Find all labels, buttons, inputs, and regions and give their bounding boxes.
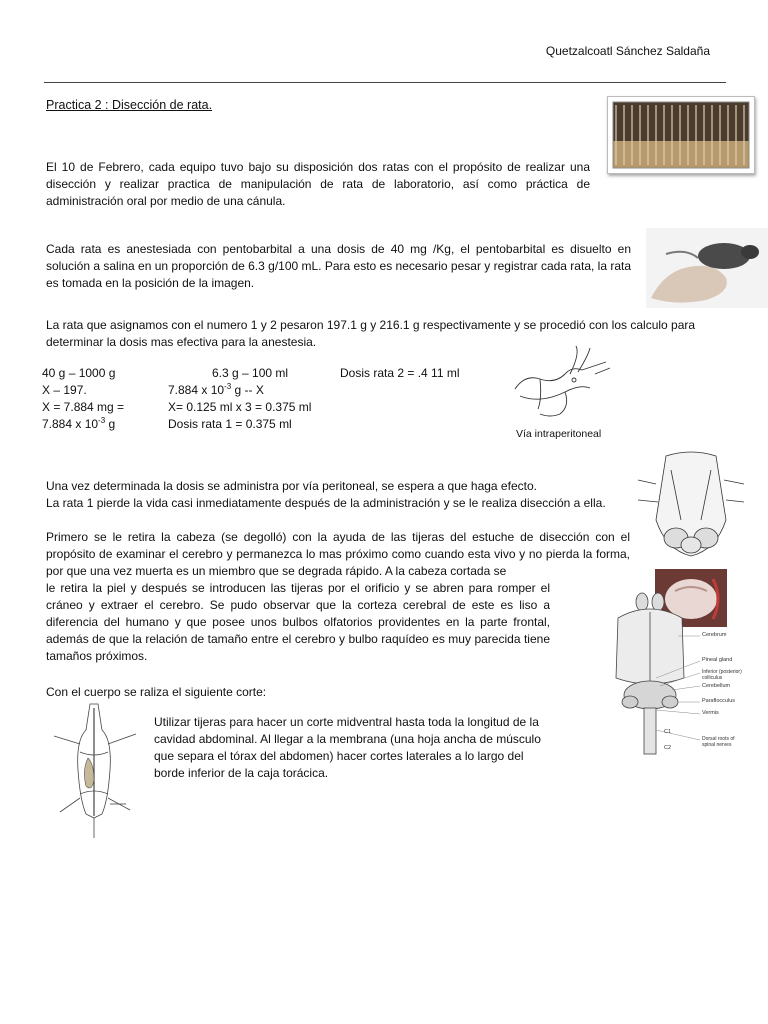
brain-label: Dorsal roots of spinal nerves — [702, 736, 735, 748]
intraperitoneal-sketch — [510, 344, 620, 424]
brain-label: Cerebellum — [702, 683, 731, 689]
calc-column-2 — [168, 365, 311, 433]
cage-photo — [607, 96, 755, 174]
calc-line: Dosis rata 2 = .4 11 ml — [340, 366, 460, 380]
calc-line: 7.884 x $10^{-3}$ g — [42, 416, 116, 431]
header-rule — [44, 82, 726, 83]
rat-handling-photo — [646, 228, 768, 308]
intraperitoneal-caption: Vía intraperitoneal — [516, 428, 602, 440]
calc-line: 40 g – 1000 g — [42, 366, 116, 380]
paragraph-cut-intro: Con el cuerpo se raliza el siguiente corte: — [46, 685, 267, 699]
calc-column-1 — [42, 365, 124, 433]
calc-line: X – 197. — [42, 383, 87, 397]
calc-line: X = 7.884 mg = — [42, 400, 125, 414]
paragraph-weights: La rata que asignamos con el numero 1 y 2 pesaron 197.1 g y 216.1 g respectivamente y se procedió con los calculo para determinar la dosis mas efectiva para la anestesia. — [46, 318, 696, 349]
paragraph-anesthesia: Cada rata es anestesiada con pentobarbital a una dosis de 40 mg /Kg, el pentobarbital es disuelto en solución a salina en un proporción de 6.3 g/100 mL. Para esto es necesario pesar y registrar cada rata, la rata es tomada en la posición de la imagen. — [46, 242, 632, 290]
brain-label: Pineal gland — [702, 657, 733, 663]
page-title: Practica 2 : Disección de rata. — [46, 98, 213, 112]
brain-label: C2 — [664, 745, 672, 751]
calc-line: 7.884 x $10^{-3}$ g -- X — [168, 382, 264, 397]
calc-line: 6.3 g – 100 ml — [212, 366, 289, 380]
skull-diagram — [636, 450, 746, 566]
author-name: Quetzalcoatl Sánchez Saldaña — [545, 44, 710, 58]
paragraph-intro: El 10 de Febrero, cada equipo tuvo bajo su disposición dos ratas con el propósito de realizar una disección y realizar practica de manipulación de rata de laboratorio, así como práctica de administración oral por medio de una cánula. — [46, 160, 590, 208]
brain-label: Cerebrum — [702, 632, 727, 638]
brain-label: C1 — [664, 729, 672, 735]
calc-column-3 — [340, 365, 460, 382]
brain-label: Vermis — [702, 710, 719, 716]
rat-dissection-sketch — [50, 700, 150, 840]
paragraph-cut-instructions: Utilizar tijeras para hacer un corte midventral hasta toda la longitud de la cavidad abdominal. Al llegar a la membrana (una hoja ancha de músculo que separa el tórax del abdomen) hacer cortes laterales a lo largo del borde inferior de la caja torácica. — [154, 715, 541, 780]
paragraph-rat1: La rata 1 pierde la vida casi inmediatamente después de la administración y se le realiza disección a ella. — [46, 496, 606, 510]
brain-label: Paraflocculus — [702, 698, 736, 704]
brain-label: Inferior (posterior) colliculus — [702, 669, 742, 681]
paragraph-dose-admin: Una vez determinada la dosis se administra por vía peritoneal, se espera a que haga efecto. — [46, 479, 537, 493]
paragraph-head-removal: Primero se le retira la cabeza (se degolló) con la ayuda de las tijeras del estuche de disección con el propósito de examinar el cerebro y permanezca lo mas próximo como cuando esta vivo y no pierda la forma, por que una vez muerta es un miembro que se degrada rápido. A la cabeza cortada se — [46, 530, 630, 578]
paragraph-brain: le retira la piel y después se introducen las tijeras por el orificio y se abren para romper el cráneo y extraer el cerebro. Se pudo observar que la corteza cerebral de este es liso a diferencia del humano y que posee unos bulbos olfatorios providentes en la parte frontal, además de que la relación de tamaño entre el cerebro y bulbo raquídeo es muy parecida tiene tamaños próximos. — [46, 581, 550, 663]
calc-line: Dosis rata 1 = 0.375 ml — [168, 417, 292, 431]
calc-line: X= 0.125 ml x 3 = 0.375 ml — [168, 400, 312, 414]
